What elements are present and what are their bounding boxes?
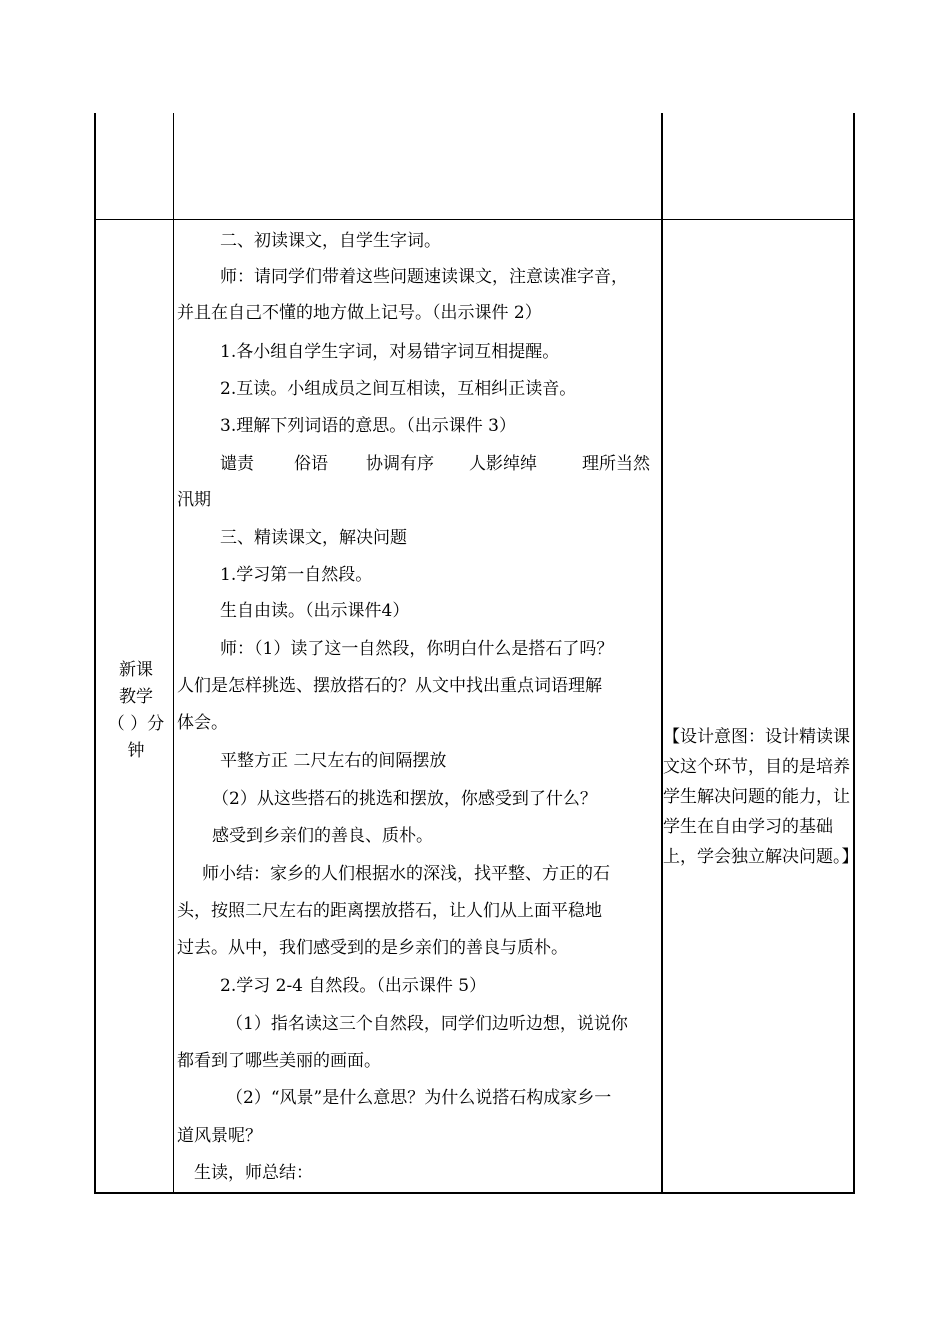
- vocab-word: 俗语: [294, 454, 328, 474]
- main-line: 2.学习 2-4 自然段。（出示课件 5）: [220, 976, 487, 996]
- section-label-line: 教学: [119, 687, 153, 707]
- table-col-divider-1: [173, 113, 174, 1194]
- main-line: 师：请同学们带着这些问题速读课文，注意读准字音，: [220, 267, 628, 287]
- main-line: 三、精读课文，解决问题: [220, 528, 407, 548]
- table-row-divider: [94, 219, 855, 220]
- main-line: 道风景呢？: [177, 1126, 262, 1146]
- main-line: （1）指名读这三个自然段，同学们边听边想，说说你: [226, 1014, 628, 1034]
- table-left-border: [94, 113, 96, 1194]
- table-right-border: [853, 113, 855, 1194]
- vocab-word: 人影绰绰: [469, 454, 537, 474]
- table-bottom-border: [94, 1192, 855, 1194]
- table-col-divider-2: [661, 113, 663, 1194]
- main-line: 平整方正 二尺左右的间隔摆放: [220, 751, 447, 771]
- main-line: 头，按照二尺左右的距离摆放搭石，让人们从上面平稳地: [177, 901, 602, 921]
- main-line: 生自由读。（出示课件4）: [220, 601, 410, 621]
- main-line: 生读，师总结：: [194, 1163, 313, 1183]
- section-label-line: （ ）分: [107, 714, 165, 734]
- main-line: 过去。从中，我们感受到的是乡亲们的善良与质朴。: [177, 938, 568, 958]
- vocab-word: 协调有序: [366, 454, 434, 474]
- main-line: 2.互读。小组成员之间互相读，互相纠正读音。: [220, 379, 577, 399]
- vocab-word: 理所当然: [582, 454, 650, 474]
- main-line: 都看到了哪些美丽的画面。: [177, 1051, 381, 1071]
- main-line: 1.学习第一自然段。: [220, 565, 373, 585]
- main-line: 感受到乡亲们的善良、质朴。: [212, 826, 433, 846]
- main-line: （2）“风景”是什么意思？为什么说搭石构成家乡一: [226, 1088, 612, 1108]
- main-line: 汛期: [177, 490, 211, 510]
- main-line: 师：（1）读了这一自然段，你明白什么是搭石了吗？: [220, 639, 614, 659]
- main-line: 体会。: [177, 713, 228, 733]
- vocab-word: 谴责: [220, 454, 254, 474]
- main-line: 3.理解下列词语的意思。（出示课件 3）: [220, 416, 516, 436]
- main-line: 人们是怎样挑选、摆放搭石的？从文中找出重点词语理解: [177, 676, 602, 696]
- section-label: [100, 657, 172, 765]
- section-label-line: 钟: [127, 741, 145, 761]
- main-line: 师小结：家乡的人们根据水的深浅，找平整、方正的石: [202, 864, 610, 884]
- main-line: （2）从这些搭石的挑选和摆放，你感受到了什么？: [212, 789, 597, 809]
- main-line: 并且在自己不懂的地方做上记号。（出示课件 2）: [177, 303, 542, 323]
- section-label-line: 新课: [119, 660, 153, 680]
- main-line: 二、初读课文，自学生字词。: [220, 231, 441, 251]
- design-intent-note: 【设计意图：设计精读课文这个环节，目的是培养学生解决问题的能力，让学生在自由学习的基础上，学会独立解决问题。】: [663, 727, 859, 867]
- main-line: 1.各小组自学生字词，对易错字词互相提醒。: [220, 342, 560, 362]
